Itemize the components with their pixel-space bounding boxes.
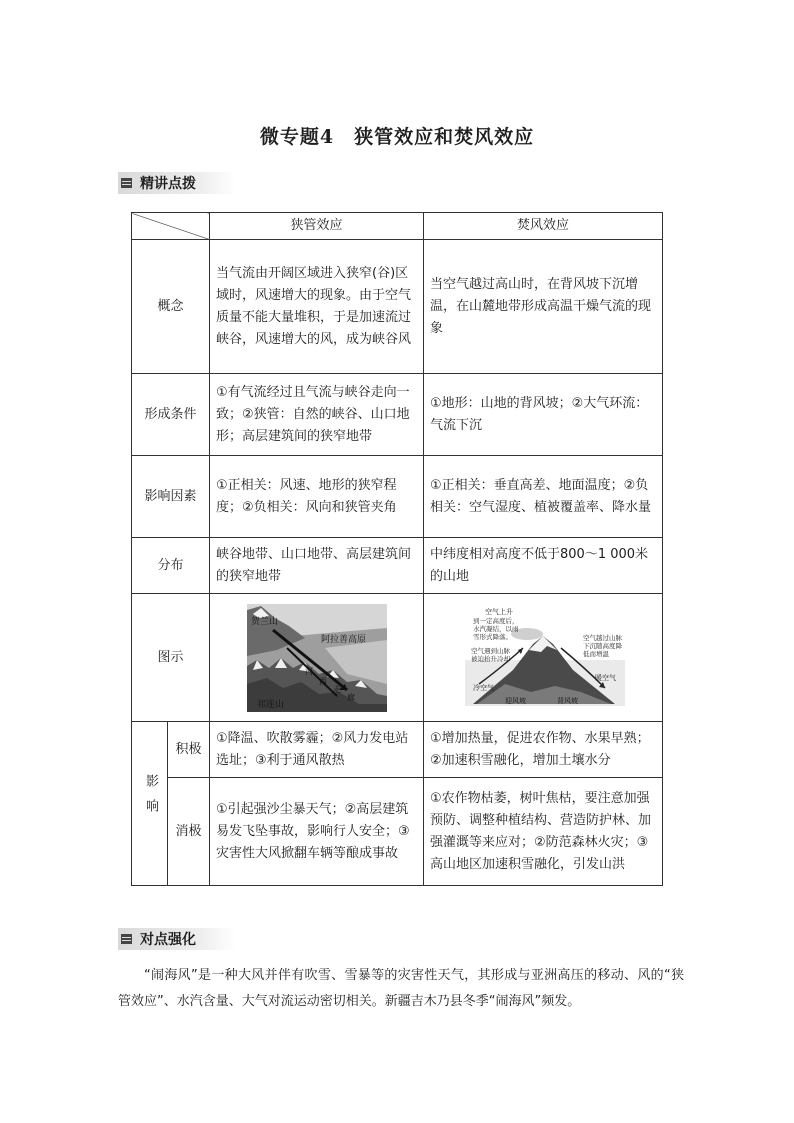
fig1-label-zou: 走 [332, 684, 341, 694]
table-cell: ①引起强沙尘暴天气；②高层建筑易发飞坠事故，影响行人安全；③灾害性大风掀翻车辆等酿成事故 [210, 778, 424, 886]
row-label: 影响因素 [132, 456, 210, 538]
table-row-impact-positive [132, 722, 663, 778]
body-paragraph: “闹海风”是一种大风并伴有吹雪、雪暴等的灾害性天气，其形成与亚洲高压的移动、风的“狭管效应”、水汽含量、大气对流运动密切相关。新疆吉木乃县冬季“闹海风”频发。 [118, 968, 684, 1009]
fig2-text-a: 空气上升 [485, 607, 513, 616]
comparison-table [131, 212, 663, 886]
row-label-negative: 消极 [168, 778, 210, 886]
fig2-text-cold: 冷空气 [473, 683, 494, 692]
fig2-text-windward: 迎风坡 [505, 696, 526, 705]
fig2-text-leeward: 背风坡 [557, 696, 578, 705]
row-label-impact [132, 722, 168, 886]
hexi-corridor-figure [247, 604, 387, 712]
fig1-label-qilian: 祁连山 [256, 699, 284, 710]
table-row-impact-negative [132, 778, 663, 886]
row-label-positive: 积极 [168, 722, 210, 778]
fig2-text-g: 空气越过山脉 [583, 633, 622, 642]
fig1-label-helan: 贺兰山 [250, 616, 278, 627]
impact-label: 影响 [143, 774, 158, 824]
table-cell: ①地形：山地的背风坡；②大气环流：气流下沉 [424, 374, 663, 456]
section-header-label: 对点强化 [140, 932, 196, 948]
row-label: 图示 [132, 594, 210, 722]
table-header-row [132, 213, 663, 240]
section-square-icon [121, 934, 132, 944]
header-foehn: 焚风效应 [424, 213, 663, 240]
fig2-text-warm: 暖空气 [595, 673, 616, 682]
fig2-text-c: 水汽凝结，以雨 [473, 624, 519, 633]
table-row [132, 538, 663, 594]
table-row [132, 240, 663, 374]
section-header-practice [118, 928, 236, 950]
header-narrow-tube: 狭管效应 [210, 213, 424, 240]
page-title: 微专题4 狭管效应和焚风效应 [259, 126, 535, 148]
diagonal-header-cell [132, 213, 210, 240]
foehn-effect-figure [443, 604, 643, 712]
table-row [132, 456, 663, 538]
row-label: 形成条件 [132, 374, 210, 456]
fig2-text-e: 空气遇到山脉 [471, 646, 510, 655]
table-cell: ①降温、吹散雾霾；②风力发电站选址；③利于通风散热 [210, 722, 424, 778]
fig2-text-i: 低而增温 [583, 649, 609, 658]
fig2-text-d: 雪形式降落。 [473, 632, 512, 641]
table-cell: ①正相关：垂直高差、地面温度；②负相关：空气湿度、植被覆盖率、降水量 [424, 456, 663, 538]
section-header-label: 精讲点拨 [140, 176, 196, 192]
table-row [132, 374, 663, 456]
section-square-icon [121, 178, 132, 188]
table-cell: 当气流由开阔区域进入狭窄(谷)区域时，风速增大的现象。由于空气质量不能大量堆积，于是加速流过峡谷，风速增大的风，成为峡谷风 [210, 240, 424, 374]
row-label: 概念 [132, 240, 210, 374]
section-header-lecture [118, 172, 236, 194]
table-row-figures [132, 594, 663, 722]
table-cell: ①增加热量，促进农作物、水果早熟；②加速积雪融化，增加土壤水分 [424, 722, 663, 778]
fig2-text-f: 被迫抬升冷却 [471, 654, 510, 663]
fig1-label-xi: 西 [318, 676, 327, 686]
table-cell: 中纬度相对高度不低于800～1 000米的山地 [424, 538, 663, 594]
figure-cell-foehn [424, 594, 663, 722]
table-cell: 峡谷地带、山口地带、高层建筑间的狭窄地带 [210, 538, 424, 594]
fig2-text-h: 下沉随高度降 [583, 641, 622, 650]
figure-cell-narrow-tube [210, 594, 424, 722]
row-label: 分布 [132, 538, 210, 594]
fig1-label-lang: 廊 [346, 692, 355, 702]
table-cell: 当空气越过高山时，在背风坡下沉增温，在山麓地带形成高温干燥气流的现象 [424, 240, 663, 374]
table-cell: ①正相关：风速、地形的狭窄程度；②负相关：风向和狭管夹角 [210, 456, 424, 538]
table-cell: ①有气流经过且气流与峡谷走向一致；②狭管：自然的峡谷、山口地形；高层建筑间的狭窄地带 [210, 374, 424, 456]
fig1-label-he: 河 [304, 666, 313, 676]
table-cell: ①农作物枯萎，树叶焦枯，要注意加强预防、调整种植结构、营造防护林、加强灌溉等来应对；②防范森林火灾；③高山地区加速积雪融化，引发山洪 [424, 778, 663, 886]
fig1-label-alxa: 阿拉善高原 [320, 634, 366, 645]
fig2-text-b: 到一定高度后， [473, 616, 519, 625]
